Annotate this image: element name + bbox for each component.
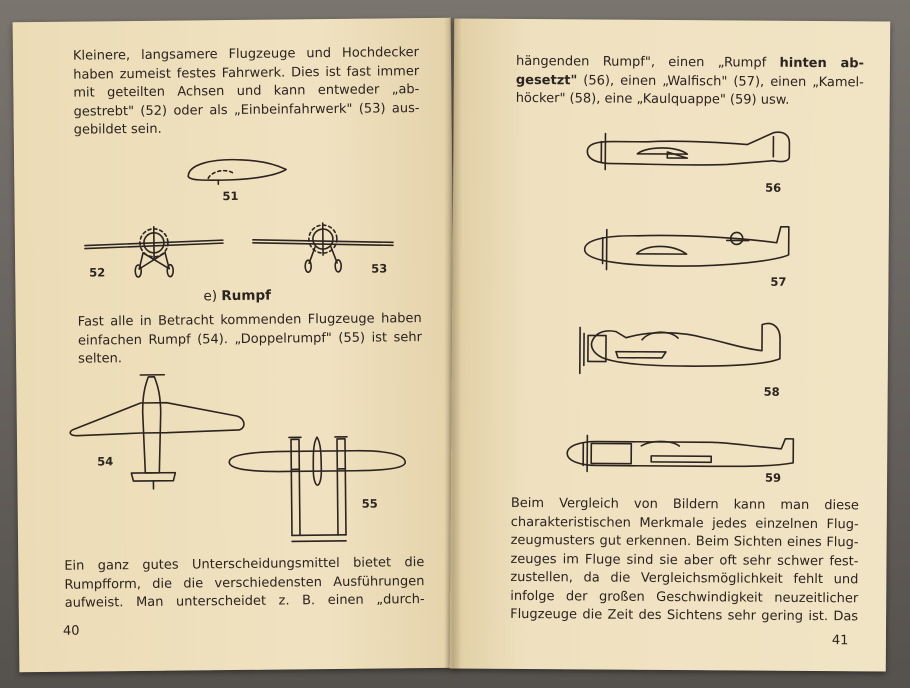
figure-59-label: 59 (765, 470, 782, 485)
text-line: gestrebt" (52) oder als „Einbeinfahrwerk" (53) aus- (73, 100, 420, 120)
text-fragment: (56), einen „Walfisch" (57), einen „Kamel- (583, 72, 864, 90)
section-letter: e) (203, 288, 218, 305)
text-line: haben zumeist festes Fahrwerk. Dies ist fast immer (73, 63, 420, 83)
text-line: charakteristischen Merkmale jedes einzelnen Flug- (510, 514, 859, 532)
figure-58-aircraft-side (566, 317, 796, 389)
figure-56-aircraft-side (577, 125, 807, 177)
text-line: Beim Vergleich von Bildern kann man diese (510, 495, 859, 514)
right-paragraph-bottom (510, 495, 859, 627)
text-line: Flugzeuge die Zeit des Sichtens sehr gering ist. Das (510, 606, 859, 625)
figure-51-label: 51 (222, 188, 239, 204)
text-line: Ein ganz gutes Unterscheidungsmittel bietet die (64, 555, 425, 574)
right-page (450, 18, 891, 671)
text-line: gebildet sein. (73, 121, 162, 138)
text-line: selten. (78, 351, 123, 367)
text-line: zeugmusters gut erkennen. Beim Sichten eines Flug- (510, 532, 859, 551)
book-gutter (444, 18, 462, 674)
text-line: Rumpfform, die die verschiedensten Ausführungen (64, 573, 425, 593)
text-line: aufweist. Man unterscheidet z. B. einen „durch- (64, 592, 425, 611)
text-line: höcker" (58), eine „Kaulquappe" (59) usw. (515, 90, 790, 108)
left-paragraph-2 (78, 310, 423, 369)
text-line: infolge der großen Geschwindigkeit neuzeitlicher (510, 588, 859, 606)
right-paragraph-top (516, 53, 864, 111)
text-line: einfachen Rumpf (54). „Doppelrumpf" (55) ist sehr (77, 329, 423, 349)
figure-57-aircraft-side (576, 219, 806, 277)
text-line: zustellen, da die Vergleichsmöglichkeit fehlt und (510, 569, 859, 588)
figure-53-label: 53 (371, 261, 388, 276)
figure-56-label: 56 (765, 180, 782, 195)
figure-55-twin-boom (225, 430, 416, 552)
page-number-left: 40 (62, 623, 80, 639)
figure-57-label: 57 (770, 274, 787, 289)
text-fragment: hängenden Rumpf", einen „Rumpf (515, 53, 767, 71)
text-line (516, 71, 864, 92)
figure-55-label: 55 (361, 496, 378, 511)
text-line: Fast alle in Betracht kommenden Flugzeuge haben (77, 311, 422, 330)
figure-54-label: 54 (97, 454, 114, 469)
figure-52-braced-gear (83, 220, 234, 282)
figure-52-label: 52 (89, 265, 106, 280)
text-fragment-bold: gesetzt" (515, 72, 578, 88)
page-number-right: 41 (831, 633, 849, 649)
section-title: Rumpf (221, 287, 272, 305)
text-line: mit geteilten Achsen und kann entweder „ab- (73, 82, 420, 101)
section-heading (203, 288, 271, 305)
text-line (516, 53, 864, 74)
figure-51-wing-profile (182, 153, 302, 194)
left-page (13, 18, 458, 673)
left-paragraph-3 (64, 554, 425, 613)
text-line: zeuges im Fluge sind sie aber oft sehr schwer fest- (510, 551, 859, 569)
text-fragment-bold: hinten ab- (779, 55, 865, 72)
text-line: Kleinere, langsamere Flugzeuge und Hochdecker (72, 45, 420, 64)
figure-58-label: 58 (763, 384, 780, 399)
left-paragraph-1 (73, 44, 420, 140)
